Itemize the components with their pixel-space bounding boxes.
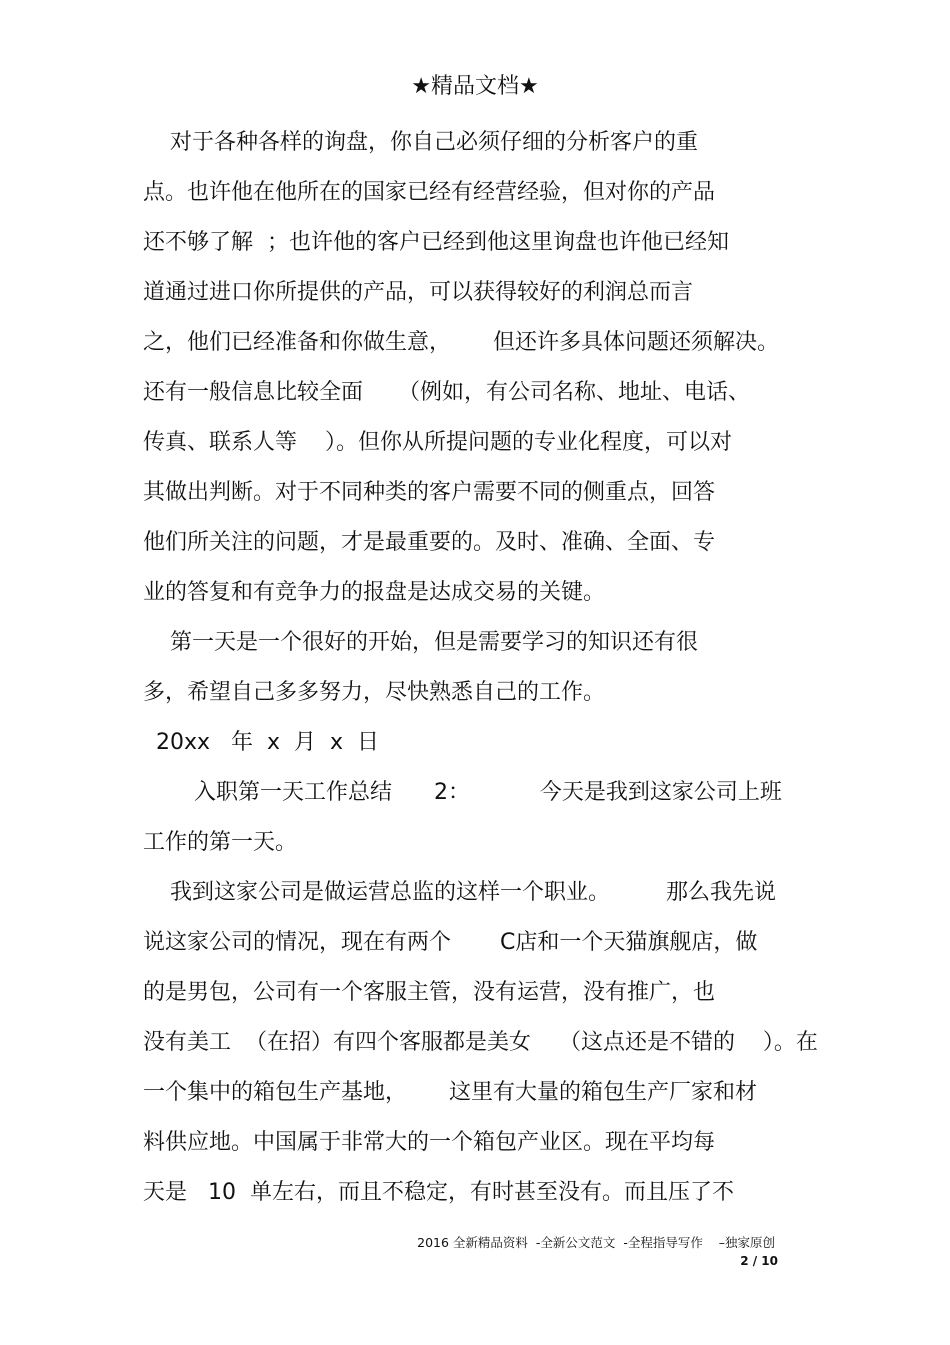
body-line: 之，他们已经准备和你做生意， 但还许多具体问题还须解决。 xyxy=(143,330,779,355)
page-footer: 2016 全新精品资料 -全新公文范文 -全程指导写作 –独家原创 xyxy=(417,1235,775,1250)
body-line: 的是男包，公司有一个客服主管，没有运营，没有推广，也 xyxy=(143,980,716,1005)
body-line: 其做出判断。对于不同种类的客户需要不同的侧重点，回答 xyxy=(143,480,716,505)
body-line: 传真、联系人等 ）。但你从所提问题的专业化程度，可以对 xyxy=(143,430,732,455)
body-line: 还有一般信息比较全面 （例如，有公司名称、地址、电话、 xyxy=(143,380,750,405)
body-line: 工作的第一天。 xyxy=(143,830,298,855)
body-line: 点。也许他在他所在的国家已经有经营经验，但对你的产品 xyxy=(143,180,716,205)
section-heading: 入职第一天工作总结 2： 今天是我到这家公司上班 xyxy=(194,780,782,805)
body-line: 第一天是一个很好的开始，但是需要学习的知识还有很 xyxy=(170,630,699,655)
body-line: 多，希望自己多多努力，尽快熟悉自己的工作。 xyxy=(143,680,606,705)
body-line: 没有美工 （在招）有四个客服都是美女 （这点还是不错的 ）。在 xyxy=(143,1030,818,1055)
body-line: 说这家公司的情况，现在有两个 C店和一个天猫旗舰店，做 xyxy=(143,930,758,955)
body-line: 一个集中的箱包生产基地， 这里有大量的箱包生产厂家和材 xyxy=(143,1080,757,1105)
date-line: 20xx 年 x 月 x 日 xyxy=(156,730,379,755)
page-number: 2 / 10 xyxy=(740,1254,778,1268)
body-line: 道通过进口你所提供的产品，可以获得较好的利润总而言 xyxy=(143,280,694,305)
body-line: 料供应地。中国属于非常大的一个箱包产业区。现在平均每 xyxy=(143,1130,716,1155)
page-header-title: ★精品文档★ xyxy=(411,74,539,99)
body-line: 还不够了解 ；也许他的客户已经到他这里询盘也许他已经知 xyxy=(143,230,729,255)
body-line: 对于各种各样的询盘，你自己必须仔细的分析客户的重 xyxy=(170,130,699,155)
body-line: 他们所关注的问题，才是最重要的。及时、准确、全面、专 xyxy=(143,530,716,555)
body-line: 业的答复和有竞争力的报盘是达成交易的关键。 xyxy=(143,580,606,605)
body-line: 我到这家公司是做运营总监的这样一个职业。 那么我先说 xyxy=(170,880,776,905)
body-line: 天是 10 单左右，而且不稳定，有时甚至没有。而且压了不 xyxy=(143,1180,734,1205)
